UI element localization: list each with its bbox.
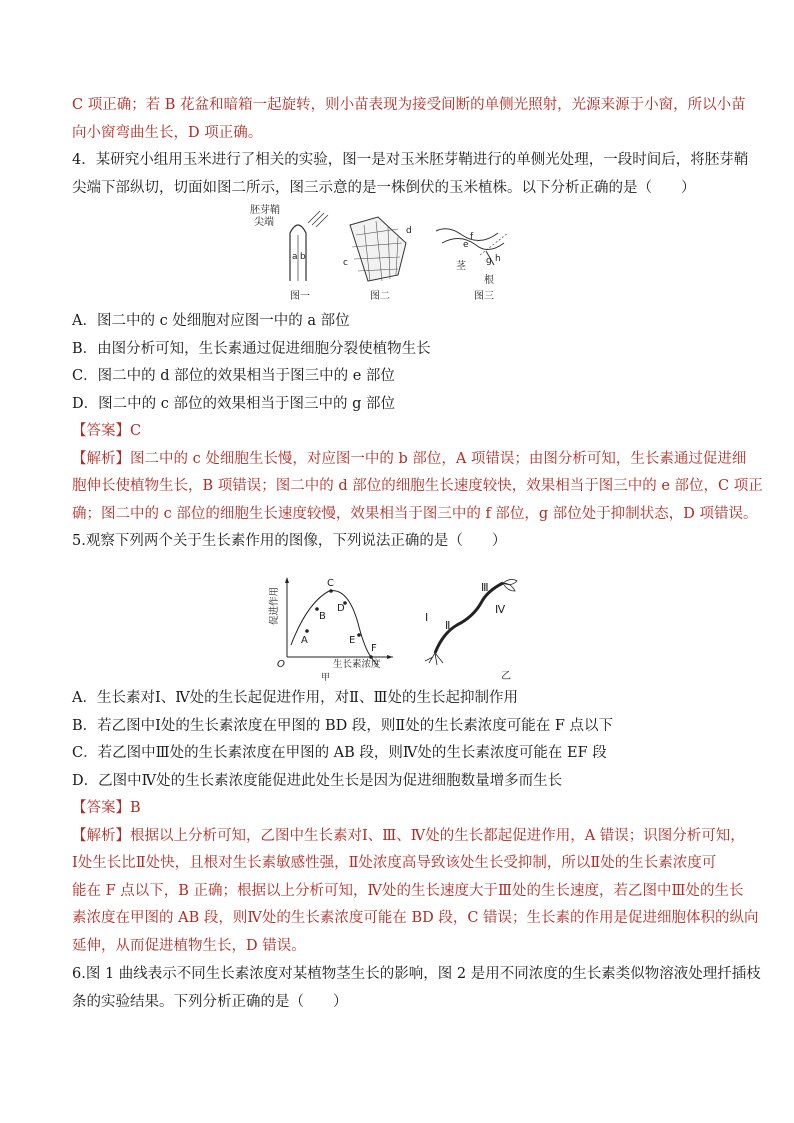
q5-stem (72, 528, 506, 556)
q4-analysis-line-3: 确；图二中的 c 部位的细胞生长速度较慢，效果相当于图三中的 f 部位，g 部位处于抑制状态，D 项错误。 (72, 505, 758, 522)
q4-stem-line-1: 4．某研究小组用玉米进行了相关的实验，图一是对玉米胚芽鞘进行的单侧光处理，一段时间后，将胚芽鞘 (72, 152, 749, 168)
q4-answer-value: C (130, 423, 142, 439)
yi-roman-4: Ⅳ (495, 603, 506, 616)
fig1-light-arrow-3 (316, 215, 328, 227)
jia-x-arrow (387, 655, 393, 659)
q5-stem-line: 5.观察下列两个关于生长素作用的图像，下列说法正确的是（ ） (72, 533, 507, 549)
q4-analysis-text-1: 图二中的 c 处细胞生长慢，对应图一中的 b 部位，A 项错误；由图分析可知，生长素通过促进细 (130, 450, 747, 467)
jia-point-a-dot (305, 629, 309, 633)
yi-leaves (503, 579, 517, 591)
q5-analysis-line-1 (72, 823, 759, 851)
jia-point-f: F (371, 643, 377, 654)
q6-stem-line-2: 条的实验结果。下列分析正确的是（ ） (72, 993, 348, 1010)
q5-analysis-tag: 【解析】 (72, 827, 130, 844)
q4-answer (72, 418, 763, 446)
fig3-leaf-1 (436, 229, 498, 241)
jia-xlabel: 生长素浓度 (333, 659, 381, 670)
jia-point-a: A (301, 635, 308, 646)
q5-answer (72, 795, 759, 823)
q3-line-1: C 项正确；若 B 花盆和暗箱一起旋转，则小苗表现为接受间断的单侧光照射，光源来源于小窗，所以小苗 (72, 97, 746, 113)
q6-stem-line-1: 6.图 1 曲线表示不同生长素浓度对某植物茎生长的影响，图 2 是用不同浓度的生长素类似物溶液处理扦插枝 (72, 966, 761, 982)
jia-y-arrow (285, 577, 289, 583)
jia-point-e: E (349, 635, 356, 646)
fig2-c: c (343, 258, 348, 268)
q4-option-c: C．图二中的 d 部位的效果相当于图三中的 e 部位 (72, 368, 395, 384)
q4-option-b: B．由图分析可知，生长素通过促进细胞分裂使植物生长 (72, 340, 431, 357)
q4-analysis-line-1 (72, 446, 763, 474)
jia-graph (268, 577, 393, 683)
fig1-coleoptile (250, 203, 328, 302)
yi-roman-3: Ⅲ (481, 581, 489, 594)
q4-figure (248, 203, 508, 303)
q5-option-b: B．若乙图中Ⅰ处的生长素浓度在甲图的 BD 段，则Ⅱ处的生长素浓度可能在 F 点以下 (72, 717, 614, 734)
q5-analysis-line-2: Ⅰ处生长比Ⅱ处快，且根对生长素敏感性强，Ⅱ处浓度高导致该处生长受抑制，所以Ⅱ处的生长素浓度可 (72, 855, 717, 871)
fig2-d: d (406, 226, 412, 236)
q5-figure (267, 573, 539, 683)
yi-caption: 乙 (501, 671, 511, 682)
q5-analysis-line-3: 能在 F 点以下，B 正确；根据以上分析可知，Ⅳ处的生长速度大于Ⅲ处的生长速度，若乙图中Ⅲ处的生长 (72, 882, 744, 899)
fig1-b: b (300, 252, 306, 262)
jia-origin: O (277, 659, 285, 670)
fig1-label-top: 胚芽鞘 (250, 205, 280, 216)
fig2-caption: 图二 (370, 291, 390, 302)
q5-option-c: C．若乙图中Ⅲ处的生长素浓度在甲图的 AB 段，则Ⅳ处的生长素浓度可能在 EF 段 (72, 745, 607, 761)
q4-analysis-tag: 【解析】 (72, 450, 130, 467)
fig3-caption: 图三 (474, 291, 494, 302)
q4-stem-line-2: 尖端下部纵切，切面如图二所示，图三示意的是一株倒伏的玉米植株。以下分析正确的是（ ） (72, 179, 696, 196)
fig1-light-arrow-2 (312, 213, 324, 225)
fig3-plant (436, 229, 508, 302)
jia-point-b: B (319, 611, 326, 622)
yi-roman-1: Ⅰ (425, 611, 429, 624)
jia-caption: 甲 (321, 673, 331, 683)
fig1-light-arrow-1 (308, 211, 320, 223)
q4-answer-tag: 【答案】 (72, 423, 130, 439)
q3-explanation-tail (72, 92, 746, 147)
jia-curve (291, 591, 371, 657)
fig3-h: h (495, 254, 501, 264)
yi-stem (435, 583, 503, 653)
fig1-a: a (292, 252, 298, 262)
fig3-stem-label: 茎 (456, 261, 466, 272)
q5-options (72, 685, 759, 960)
fig3-g: g (486, 256, 492, 266)
q6-stem (72, 961, 761, 1016)
q4-options (72, 308, 763, 528)
q4-option-d: D．图二中的 c 部位的效果相当于图三中的 g 部位 (72, 395, 395, 412)
q5-option-a: A．生长素对Ⅰ、Ⅳ处的生长起促进作用，对Ⅱ、Ⅲ处的生长起抑制作用 (72, 690, 519, 706)
q4-stem (72, 147, 748, 202)
q5-analysis-text-1: 根据以上分析可知，乙图中生长素对Ⅰ、Ⅲ、Ⅳ处的生长都起促进作用，A 错误；识图分析可知， (130, 827, 745, 844)
fig3-e: e (463, 240, 469, 250)
q5-option-d: D．乙图中Ⅳ处的生长素浓度能促进此处生长是因为促进细胞数量增多而生长 (72, 772, 563, 789)
fig3-root-label: 根 (484, 275, 494, 286)
fig2-section (343, 217, 412, 302)
q5-analysis-line-4: 素浓度在甲图的 AB 段，则Ⅳ处的生长素浓度可能在 BD 段，C 错误；生长素的作用是促进细胞体积的纵向 (72, 910, 759, 926)
fig1-label-bottom: 尖端 (254, 217, 274, 228)
q5-answer-value: B (130, 800, 141, 816)
q5-analysis-line-5: 延伸，从而促进植物生长，D 错误。 (72, 937, 306, 954)
jia-point-d: D (337, 603, 345, 614)
q5-answer-tag: 【答案】 (72, 800, 130, 816)
jia-point-c-dot (329, 589, 333, 593)
jia-point-c: C (327, 578, 334, 589)
yi-roman-2: Ⅱ (445, 619, 451, 632)
yi-seedling (425, 579, 517, 682)
q4-analysis-line-2: 胞伸长使植物生长，B 项错误；图二中的 d 部位的细胞生长速度较快，效果相当于图三中的 e 部位，C 项正 (72, 478, 763, 494)
q4-option-a: A．图二中的 c 处细胞对应图一中的 a 部位 (72, 313, 350, 329)
fig1-caption: 图一 (290, 291, 310, 302)
jia-point-e-dot (357, 633, 361, 637)
jia-ylabel: 促进作用 (269, 586, 280, 625)
q3-line-2: 向小窗弯曲生长，D 项正确。 (72, 124, 263, 141)
fig3-f: f (470, 232, 474, 242)
yi-roots (425, 653, 443, 665)
